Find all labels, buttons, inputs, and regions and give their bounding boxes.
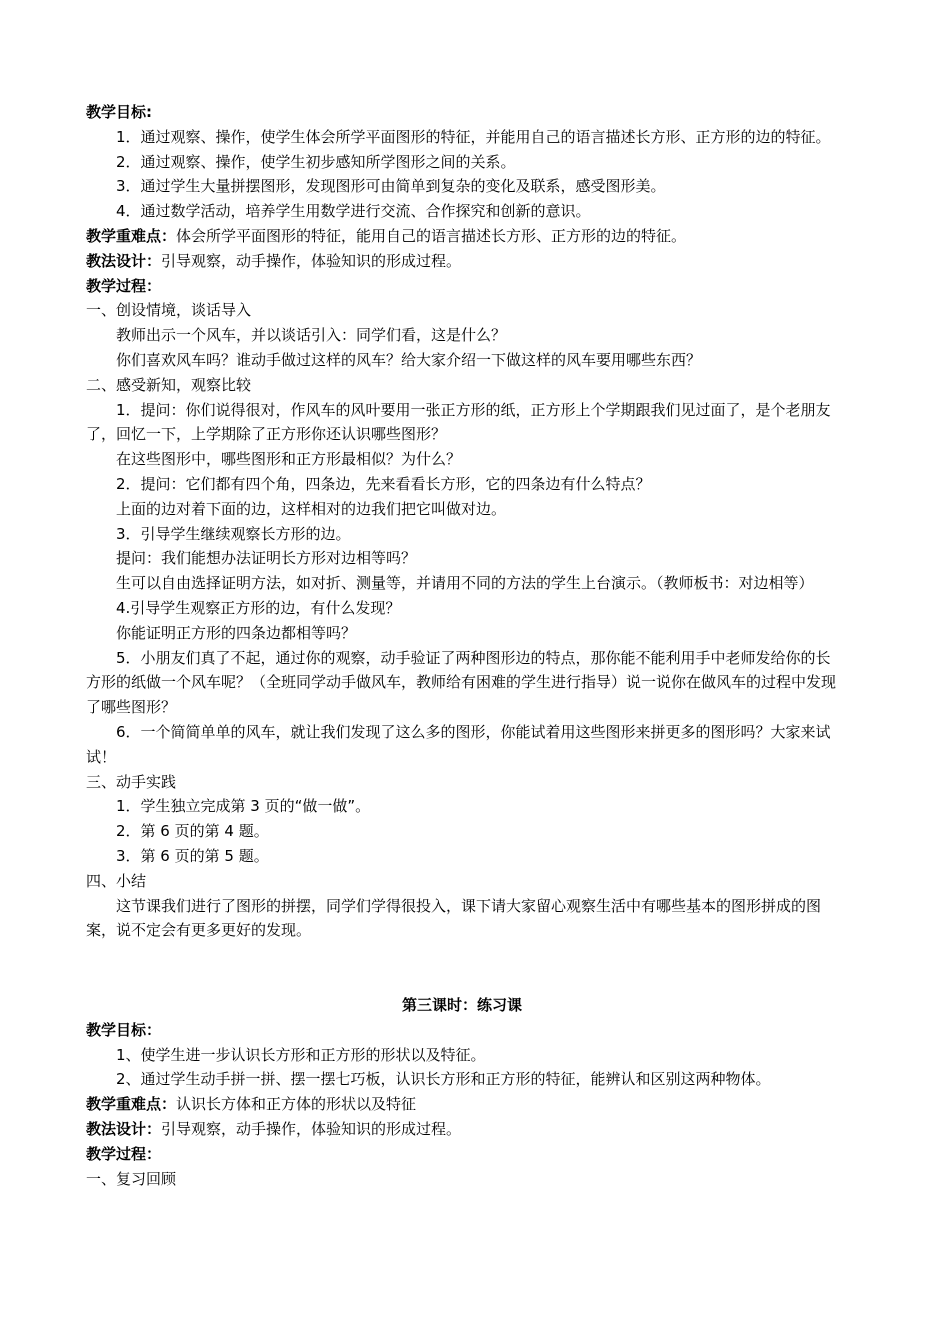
section-line: 上面的边对着下面的边，这样相对的边我们把它叫做对边。 [116,499,507,518]
method-text: 引导观察，动手操作，体验知识的形成过程。 [161,1120,462,1139]
section-line: 你们喜欢风车吗？谁动手做过这样的风车？给大家介绍一下做这样的风车要用哪些东西？ [116,350,702,369]
section-line: 6．一个简简单单的风车，就让我们发现了这么多的图形，你能试着用这些图形来拼更多的图形吗？大家来试试！ [86,722,831,766]
objective-item: 2．通过观察、操作，使学生初步感知所学图形之间的关系。 [116,152,516,171]
objective-item: 4．通过数学活动，培养学生用数学进行交流、合作探究和创新的意识。 [116,202,591,221]
process-heading: 教学过程： [86,276,162,295]
section-line: 3．引导学生继续观察长方形的边。 [116,524,351,543]
method-label: 教法设计： [86,1120,162,1139]
section-title: 一、复习回顾 [86,1169,177,1188]
section-line: 1．提问：你们说得很对，作风车的风叶要用一张正方形的纸，正方形上个学期跟我们见过面了，是个老朋友了，回忆一下，上学期除了正方形你还认识哪些图形？ [86,400,831,444]
section-spacer [86,943,838,993]
objective-item: 3．通过学生大量拼摆图形，发现图形可由简单到复杂的变化及联系，感受图形美。 [116,177,666,196]
key-points-label: 教学重难点： [86,226,177,245]
section-line: 5．小朋友们真了不起，通过你的观察，动手验证了两种图形边的特点，那你能不能利用手中老师发给你的长方形的纸做一个风车呢？（全班同学动手做风车，教师给有困难的学生进行指导）说一说你在做风车的过程中发现了哪些图形？ [86,648,837,717]
lesson-title: 第三课时：练习课 [401,996,522,1015]
objectives-heading: 教学目标： [86,1020,162,1039]
teaching-method [86,249,838,274]
section-line: 2．提问：它们都有四个角，四条边，先来看看长方形，它的四条边有什么特点？ [116,474,651,493]
section-line: 教师出示一个风车，并以谈话引入：同学们看，这是什么？ [116,326,507,345]
section-line: 这节课我们进行了图形的拼摆，同学们学得很投入，课下请大家留心观察生活中有哪些基本的图形拼成的图案，说不定会有更多更好的发现。 [86,896,822,940]
section-line: 1．学生独立完成第 3 页的“做一做”。 [116,797,371,816]
section-title: 二、感受新知，观察比较 [86,375,252,394]
objective-item: 1．通过观察、操作，使学生体会所学平面图形的特征，并能用自己的语言描述长方形、正方形的边的特征。 [116,127,831,146]
objective-item: 2、通过学生动手拼一拼、摆一摆七巧板，认识长方形和正方形的特征，能辨认和区别这两种物体。 [116,1070,771,1089]
teaching-method [86,1117,838,1142]
key-points-text: 认识长方体和正方体的形状以及特征 [176,1095,417,1114]
key-points [86,224,838,249]
section-title: 三、动手实践 [86,772,177,791]
section-line: 3．第 6 页的第 5 题。 [116,846,269,865]
method-label: 教法设计： [86,251,162,270]
key-points-text: 体会所学平面图形的特征，能用自己的语言描述长方形、正方形的边的特征。 [176,226,687,245]
section-line: 4.引导学生观察正方形的边，有什么发现？ [116,598,401,617]
objective-item: 1、使学生进一步认识长方形和正方形的形状以及特征。 [116,1045,486,1064]
objectives-heading: 教学目标: [86,103,152,121]
key-points [86,1092,838,1117]
section-line: 你能证明正方形的四条边都相等吗？ [116,623,357,642]
process-heading: 教学过程： [86,1144,162,1163]
method-text: 引导观察，动手操作，体验知识的形成过程。 [161,251,462,270]
section-line: 提问：我们能想办法证明长方形对边相等吗？ [116,549,417,568]
section-title: 四、小结 [86,871,147,890]
key-points-label: 教学重难点： [86,1095,177,1114]
section-title: 一、创设情境，谈话导入 [86,301,252,320]
section-line: 在这些图形中，哪些图形和正方形最相似？为什么？ [116,450,462,469]
section-line: 生可以自由选择证明方法，如对折、测量等，并请用不同的方法的学生上台演示。（教师板书：对边相等） [116,574,814,593]
section-line: 2．第 6 页的第 4 题。 [116,822,269,841]
